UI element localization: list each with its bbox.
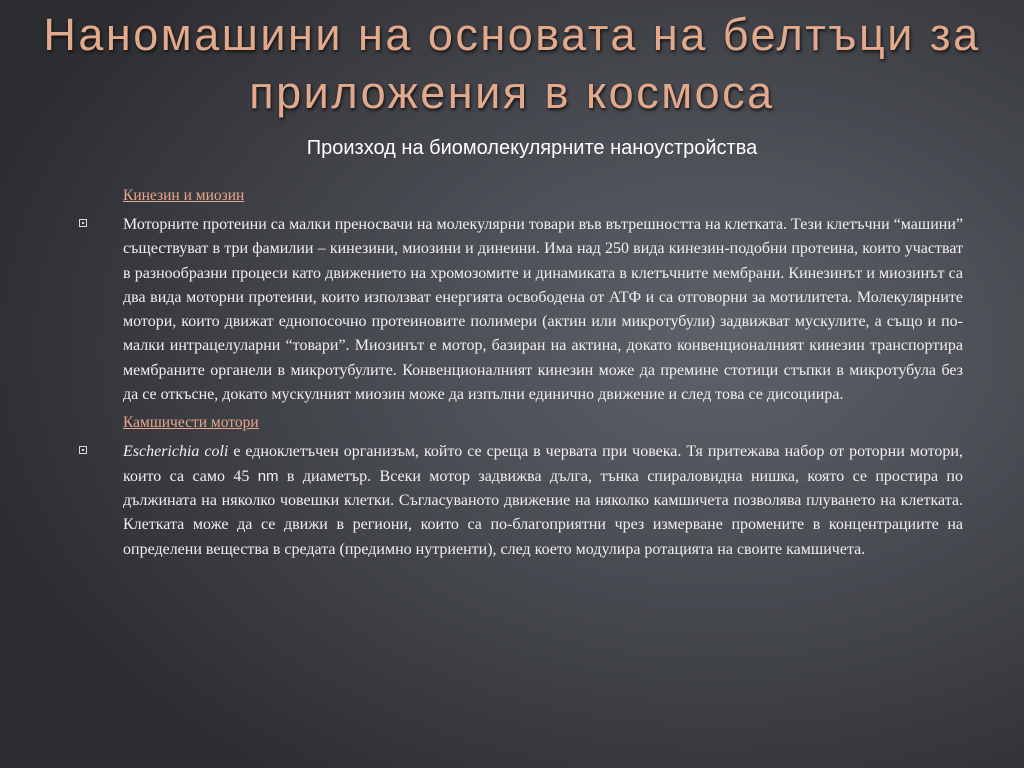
paragraph-flagellar-motors — [123, 440, 963, 561]
bullet-icon — [79, 446, 87, 454]
unit-nm: nm — [257, 467, 279, 485]
slide-content — [123, 184, 963, 562]
section-heading-kinesin-myosin[interactable]: Кинезин и миозин — [123, 187, 245, 204]
section-heading-flagellar-motors[interactable]: Камшичести мотори — [123, 414, 259, 432]
slide-title: Наномашини на основата на белтъци за приложения в космоса — [43, 9, 981, 118]
paragraph-text-part2: в диаметър. Всеки мотор задвижва дълга, тънка спираловидна нишка, която се простира по дължината на няколко човешки клетки. Съгласуваното движение на няколко камшичета позволява плуването на клетката. Клетката може да се движи в региони, които са по-благоприятни чрез измерване промените в концентрациите на определени вещества в средата (предимно нутриенти), след което модулира ротацията на своите камшичета. — [123, 467, 963, 558]
bullet-icon — [79, 219, 87, 227]
paragraph-kinesin-myosin — [123, 213, 963, 407]
paragraph-text-part1: е едноклетъчен организъм, който се среща в червата при човека. Тя притежава набор от роторни мотори, които са само 45 — [123, 443, 963, 485]
slide-subtitle: Произход на биомолекулярните наноустройства — [306, 137, 758, 159]
paragraph-text: Моторните протеини са малки преносвачи на молекулярни товари във вътрешността на клетката. Тези клетъчни “машини” съществуват в три фамилии – кинезини, миозини и динеини. Има над 250 вида кинезин-подобни протеина, които участват в разнообразни процеси като движението на хромозомите и динамиката в клетъчните мембрани. Кинезинът и миозинът са два вида моторни протеини, които използват енергията освободена от АТФ и са отговорни за мотилитета. Молекулярните мотори, които движат еднопосочно протеиновите полимери (актин или микротубули) задвижват мускулите, а също и по-малки интрацелуларни “товари”. Миозинът е мотор, базиран на актина, докато конвенционалният кинезин транспортира мембраните органели в микротубулите. Конвенционалният кинезин може да премине стотици стъпки в микротубула без да се откъсне, докато мускулният миозин може да изпълни единично движение и след това се дисоциира. — [123, 216, 963, 404]
organism-name: Escherichia coli — [123, 443, 229, 461]
